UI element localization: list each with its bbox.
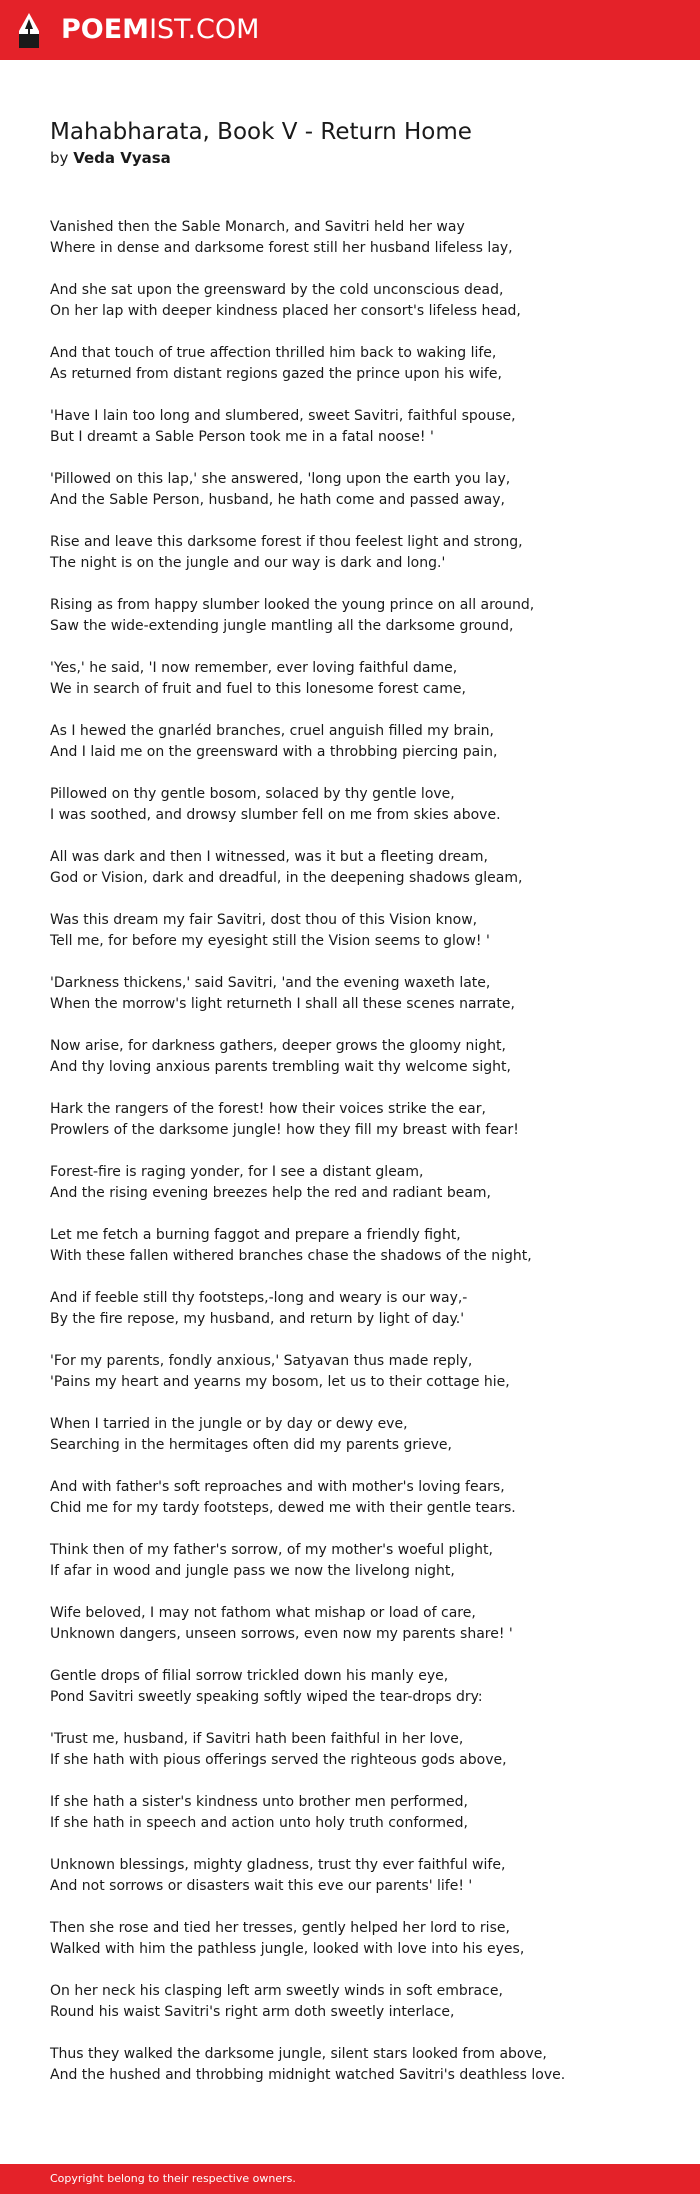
- stanza: [50, 469, 670, 511]
- poem-line: 'Pains my heart and yearns my bosom, let us to their cottage hie,: [50, 1374, 510, 1390]
- poem-line: Vanished then the Sable Monarch, and Savitri held her way: [50, 219, 465, 235]
- stanza: [50, 1477, 670, 1519]
- stanza: [50, 280, 670, 322]
- author-name: Veda Vyasa: [73, 149, 171, 167]
- poem-line: And thy loving anxious parents trembling wait thy welcome sight,: [50, 1059, 511, 1075]
- stanza: [50, 973, 670, 1015]
- site-header: [0, 0, 700, 60]
- poem-line: As returned from distant regions gazed the prince upon his wife,: [50, 366, 502, 382]
- stanza: [50, 1351, 670, 1393]
- stanza: [50, 217, 670, 259]
- poem-line: The night is on the jungle and our way is dark and long.': [50, 555, 446, 571]
- poem-line: All was dark and then I witnessed, was it but a fleeting dream,: [50, 849, 488, 865]
- poem-line: 'For my parents, fondly anxious,' Satyavan thus made reply,: [50, 1353, 473, 1369]
- poem-line: If afar in wood and jungle pass we now the livelong night,: [50, 1563, 455, 1579]
- poem-line: And the hushed and throbbing midnight watched Savitri's deathless love.: [50, 2067, 566, 2083]
- poem-line: Where in dense and darksome forest still her husband lifeless lay,: [50, 240, 513, 256]
- poem-line: And the rising evening breezes help the red and radiant beam,: [50, 1185, 491, 1201]
- stanza: [50, 1603, 670, 1645]
- logo-text-bold: POEM: [61, 14, 150, 45]
- poem-line: Hark the rangers of the forest! how their voices strike the ear,: [50, 1101, 486, 1117]
- stanza: [50, 1981, 670, 2023]
- poem-line: Saw the wide-extending jungle mantling all the darksome ground,: [50, 618, 514, 634]
- poem-line: Gentle drops of filial sorrow trickled down his manly eye,: [50, 1668, 449, 1684]
- poem-line: And with father's soft reproaches and with mother's loving fears,: [50, 1479, 505, 1495]
- poem-line: Chid me for my tardy footsteps, dewed me with their gentle tears.: [50, 1500, 516, 1516]
- poem-line: On her lap with deeper kindness placed her consort's lifeless head,: [50, 303, 521, 319]
- poem-title: Mahabharata, Book V - Return Home: [50, 119, 472, 145]
- stanza: [50, 406, 670, 448]
- poem-body: [50, 217, 670, 2107]
- stanza: [50, 784, 670, 826]
- poem-line: Think then of my father's sorrow, of my mother's woeful plight,: [50, 1542, 493, 1558]
- poem-line: And if feeble still thy footsteps,-long and weary is our way,-: [50, 1290, 468, 1306]
- by-label: by: [50, 149, 69, 167]
- poem-line: Round his waist Savitri's right arm doth sweetly interlace,: [50, 2004, 455, 2020]
- poem-line: Let me fetch a burning faggot and prepare a friendly fight,: [50, 1227, 461, 1243]
- poem-line: We in search of fruit and fuel to this lonesome forest came,: [50, 681, 466, 697]
- byline: [50, 148, 171, 168]
- stanza: [50, 1729, 670, 1771]
- logo-text-light: IST.COM: [149, 14, 260, 45]
- stanza: [50, 595, 670, 637]
- poem-line: Unknown dangers, unseen sorrows, even now my parents share! ': [50, 1626, 513, 1642]
- stanza: [50, 1162, 670, 1204]
- poem-line: Pillowed on thy gentle bosom, solaced by thy gentle love,: [50, 786, 455, 802]
- copyright-text: Copyright belong to their respective owners.: [50, 2172, 296, 2185]
- poem-line: And not sorrows or disasters wait this eve our parents' life! ': [50, 1878, 473, 1894]
- poem-line: By the fire repose, my husband, and return by light of day.': [50, 1311, 465, 1327]
- poem-line: If she hath in speech and action unto holy truth conformed,: [50, 1815, 468, 1831]
- stanza: [50, 532, 670, 574]
- poem-line: Now arise, for darkness gathers, deeper grows the gloomy night,: [50, 1038, 506, 1054]
- stanza: [50, 658, 670, 700]
- stanza: [50, 1918, 670, 1960]
- poem-line: As I hewed the gnarléd branches, cruel anguish filled my brain,: [50, 723, 494, 739]
- poem-line: Was this dream my fair Savitri, dost thou of this Vision know,: [50, 912, 478, 928]
- logo-text: [61, 12, 259, 48]
- stanza: [50, 343, 670, 385]
- poem-line: If she hath a sister's kindness unto brother men performed,: [50, 1794, 468, 1810]
- poem-line: Rise and leave this darksome forest if thou feelest light and strong,: [50, 534, 523, 550]
- poem-line: Prowlers of the darksome jungle! how they fill my breast with fear!: [50, 1122, 519, 1138]
- poem-line: God or Vision, dark and dreadful, in the deepening shadows gleam,: [50, 870, 523, 886]
- poem-line: Wife beloved, I may not fathom what mishap or load of care,: [50, 1605, 476, 1621]
- stanza: [50, 1036, 670, 1078]
- poem-line: With these fallen withered branches chase the shadows of the night,: [50, 1248, 532, 1264]
- poem-line: Forest-fire is raging yonder, for I see a distant gleam,: [50, 1164, 424, 1180]
- poem-line: When the morrow's light returneth I shall all these scenes narrate,: [50, 996, 515, 1012]
- poem-line: And she sat upon the greensward by the cold unconscious dead,: [50, 282, 504, 298]
- poem-line: Thus they walked the darksome jungle, silent stars looked from above,: [50, 2046, 547, 2062]
- poem-line: Searching in the hermitages often did my parents grieve,: [50, 1437, 452, 1453]
- poem-line: 'Trust me, husband, if Savitri hath been faithful in her love,: [50, 1731, 464, 1747]
- poem-line: Tell me, for before my eyesight still the Vision seems to glow! ': [50, 933, 490, 949]
- stanza: [50, 847, 670, 889]
- poem-line: Pond Savitri sweetly speaking softly wiped the tear-drops dry:: [50, 1689, 483, 1705]
- poem-line: And I laid me on the greensward with a throbbing piercing pain,: [50, 744, 498, 760]
- stanza: [50, 1540, 670, 1582]
- stanza: [50, 1666, 670, 1708]
- poem-line: But I dreamt a Sable Person took me in a fatal noose! ': [50, 429, 434, 445]
- site-footer: [0, 2164, 700, 2194]
- poem-line: Rising as from happy slumber looked the young prince on all around,: [50, 597, 535, 613]
- poem-line: On her neck his clasping left arm sweetly winds in soft embrace,: [50, 1983, 503, 1999]
- stanza: [50, 1792, 670, 1834]
- stanza: [50, 910, 670, 952]
- stanza: [50, 2044, 670, 2086]
- poem-line: I was soothed, and drowsy slumber fell on me from skies above.: [50, 807, 501, 823]
- poem-line: Then she rose and tied her tresses, gently helped her lord to rise,: [50, 1920, 510, 1936]
- stanza: [50, 1414, 670, 1456]
- pen-nib-icon: [17, 11, 41, 54]
- poem-line: If she hath with pious offerings served the righteous gods above,: [50, 1752, 507, 1768]
- poem-line: When I tarried in the jungle or by day or dewy eve,: [50, 1416, 408, 1432]
- stanza: [50, 721, 670, 763]
- stanza: [50, 1288, 670, 1330]
- stanza: [50, 1855, 670, 1897]
- stanza: [50, 1099, 670, 1141]
- poem-line: Walked with him the pathless jungle, looked with love into his eyes,: [50, 1941, 525, 1957]
- poem-line: 'Have I lain too long and slumbered, sweet Savitri, faithful spouse,: [50, 408, 516, 424]
- poem-line: 'Pillowed on this lap,' she answered, 'long upon the earth you lay,: [50, 471, 511, 487]
- poem-line: Unknown blessings, mighty gladness, trust thy ever faithful wife,: [50, 1857, 506, 1873]
- stanza: [50, 1225, 670, 1267]
- poem-line: 'Darkness thickens,' said Savitri, 'and the evening waxeth late,: [50, 975, 491, 991]
- poem-line: And that touch of true affection thrilled him back to waking life,: [50, 345, 497, 361]
- poem-line: 'Yes,' he said, 'I now remember, ever loving faithful dame,: [50, 660, 458, 676]
- poem-line: And the Sable Person, husband, he hath come and passed away,: [50, 492, 505, 508]
